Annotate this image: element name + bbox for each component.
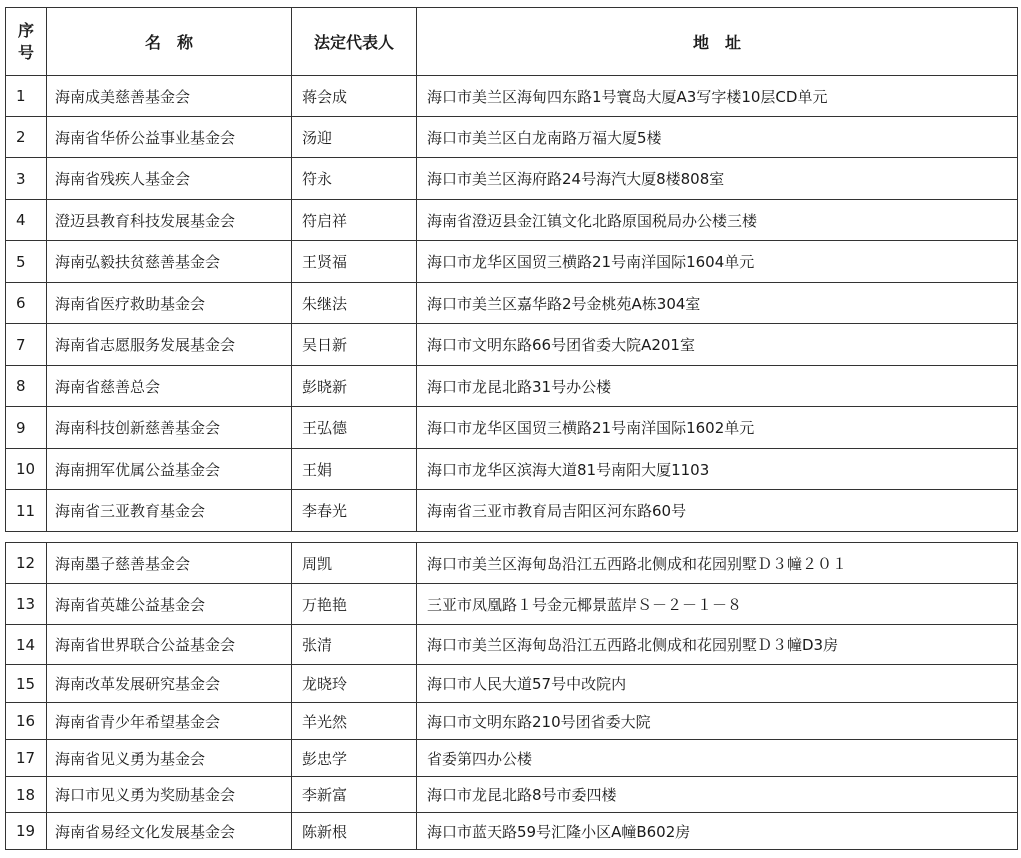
row-address: 海口市人民大道57号中改院内: [417, 665, 1018, 703]
row-representative: 王贤福: [292, 241, 417, 283]
row-index: 15: [6, 665, 47, 703]
row-address: 海口市龙华区国贸三横路21号南洋国际1602单元: [417, 407, 1018, 449]
row-index: 7: [6, 324, 47, 366]
table-row: [6, 813, 1018, 850]
row-address: 海南省三亚市教育局吉阳区河东路60号: [417, 490, 1018, 532]
table-row: [6, 625, 1018, 665]
row-name: 海南弘毅扶贫慈善基金会: [47, 241, 292, 283]
row-index: 11: [6, 490, 47, 532]
row-name: 海南改革发展研究基金会: [47, 665, 292, 703]
row-representative: 张清: [292, 625, 417, 665]
row-index: 3: [6, 158, 47, 200]
row-address: 海口市文明东路66号团省委大院A201室: [417, 324, 1018, 366]
row-index: 16: [6, 703, 47, 740]
row-address: 海口市美兰区海甸四东路1号寰岛大厦A3写字楼10层CD单元: [417, 76, 1018, 117]
table-row: [6, 703, 1018, 740]
row-name: 海南成美慈善基金会: [47, 76, 292, 117]
row-name: 澄迈县教育科技发展基金会: [47, 200, 292, 241]
row-representative: 龙晓玲: [292, 665, 417, 703]
table-row: [6, 200, 1018, 241]
row-representative: 蒋会成: [292, 76, 417, 117]
row-index: 19: [6, 813, 47, 850]
row-address: 海口市文明东路210号团省委大院: [417, 703, 1018, 740]
row-representative: 符启祥: [292, 200, 417, 241]
table-body-part2: [6, 543, 1018, 850]
row-address: 海口市龙华区国贸三横路21号南洋国际1604单元: [417, 241, 1018, 283]
foundation-table-part1: [5, 7, 1018, 532]
table-row: [6, 241, 1018, 283]
row-index: 14: [6, 625, 47, 665]
row-address: 海口市美兰区白龙南路万福大厦5楼: [417, 117, 1018, 158]
row-name: 海南省慈善总会: [47, 366, 292, 407]
row-name: 海南拥军优属公益基金会: [47, 449, 292, 490]
row-name: 海南省英雄公益基金会: [47, 584, 292, 625]
row-address: 海口市美兰区海府路24号海汽大厦8楼808室: [417, 158, 1018, 200]
row-index: 2: [6, 117, 47, 158]
row-address: 海口市美兰区嘉华路2号金桃苑A栋304室: [417, 283, 1018, 324]
row-representative: 朱继法: [292, 283, 417, 324]
row-index: 5: [6, 241, 47, 283]
row-name: 海南省三亚教育基金会: [47, 490, 292, 532]
row-index: 6: [6, 283, 47, 324]
row-representative: 万艳艳: [292, 584, 417, 625]
table-row: [6, 324, 1018, 366]
table-row: [6, 283, 1018, 324]
row-address: 海口市龙昆北路31号办公楼: [417, 366, 1018, 407]
row-name: 海南省残疾人基金会: [47, 158, 292, 200]
row-name: 海南墨子慈善基金会: [47, 543, 292, 584]
row-address: 海口市蓝天路59号汇隆小区A幢B602房: [417, 813, 1018, 850]
row-address: 海口市龙昆北路8号市委四楼: [417, 777, 1018, 813]
row-representative: 李春光: [292, 490, 417, 532]
row-representative: 羊光然: [292, 703, 417, 740]
row-index: 12: [6, 543, 47, 584]
row-index: 13: [6, 584, 47, 625]
row-representative: 李新富: [292, 777, 417, 813]
header-address: 地 址: [417, 8, 1018, 76]
row-representative: 王弘德: [292, 407, 417, 449]
table-row: [6, 740, 1018, 777]
table-row: [6, 117, 1018, 158]
table-row: [6, 366, 1018, 407]
row-name: 海南省易经文化发展基金会: [47, 813, 292, 850]
row-index: 10: [6, 449, 47, 490]
row-address: 三亚市凤凰路１号金元椰景蓝岸Ｓ－２－１－８: [417, 584, 1018, 625]
row-address: 海口市美兰区海甸岛沿江五西路北侧成和花园别墅Ｄ３幢２０１: [417, 543, 1018, 584]
row-representative: 符永: [292, 158, 417, 200]
foundation-table-part2: [5, 542, 1018, 850]
table-row: [6, 777, 1018, 813]
table-row: [6, 490, 1018, 532]
row-index: 8: [6, 366, 47, 407]
table-row: [6, 76, 1018, 117]
row-index: 4: [6, 200, 47, 241]
row-index: 17: [6, 740, 47, 777]
row-representative: 彭晓新: [292, 366, 417, 407]
table-row: [6, 158, 1018, 200]
table-row: [6, 407, 1018, 449]
header-representative: 法定代表人: [292, 8, 417, 76]
header-name: 名 称: [47, 8, 292, 76]
row-name: 海南省医疗救助基金会: [47, 283, 292, 324]
row-name: 海南省志愿服务发展基金会: [47, 324, 292, 366]
row-index: 9: [6, 407, 47, 449]
header-index-line1: 序: [17, 20, 34, 40]
row-address: 海口市美兰区海甸岛沿江五西路北侧成和花园别墅Ｄ３幢D3房: [417, 625, 1018, 665]
row-index: 18: [6, 777, 47, 813]
table-row: [6, 543, 1018, 584]
row-representative: 吴日新: [292, 324, 417, 366]
row-representative: 汤迎: [292, 117, 417, 158]
table-body-part1: [6, 76, 1018, 532]
header-row: [6, 8, 1018, 76]
row-representative: 彭忠学: [292, 740, 417, 777]
row-name: 海南省世界联合公益基金会: [47, 625, 292, 665]
row-name: 海口市见义勇为奖励基金会: [47, 777, 292, 813]
row-representative: 王娟: [292, 449, 417, 490]
row-address: 海口市龙华区滨海大道81号南阳大厦1103: [417, 449, 1018, 490]
row-representative: 陈新根: [292, 813, 417, 850]
header-index: [6, 8, 47, 76]
row-representative: 周凯: [292, 543, 417, 584]
row-name: 海南省见义勇为基金会: [47, 740, 292, 777]
table-row: [6, 449, 1018, 490]
header-index-line2: 号: [17, 42, 34, 62]
table-row: [6, 584, 1018, 625]
row-name: 海南科技创新慈善基金会: [47, 407, 292, 449]
row-name: 海南省青少年希望基金会: [47, 703, 292, 740]
row-name: 海南省华侨公益事业基金会: [47, 117, 292, 158]
row-address: 海南省澄迈县金江镇文化北路原国税局办公楼三楼: [417, 200, 1018, 241]
row-address: 省委第四办公楼: [417, 740, 1018, 777]
table-row: [6, 665, 1018, 703]
row-index: 1: [6, 76, 47, 117]
